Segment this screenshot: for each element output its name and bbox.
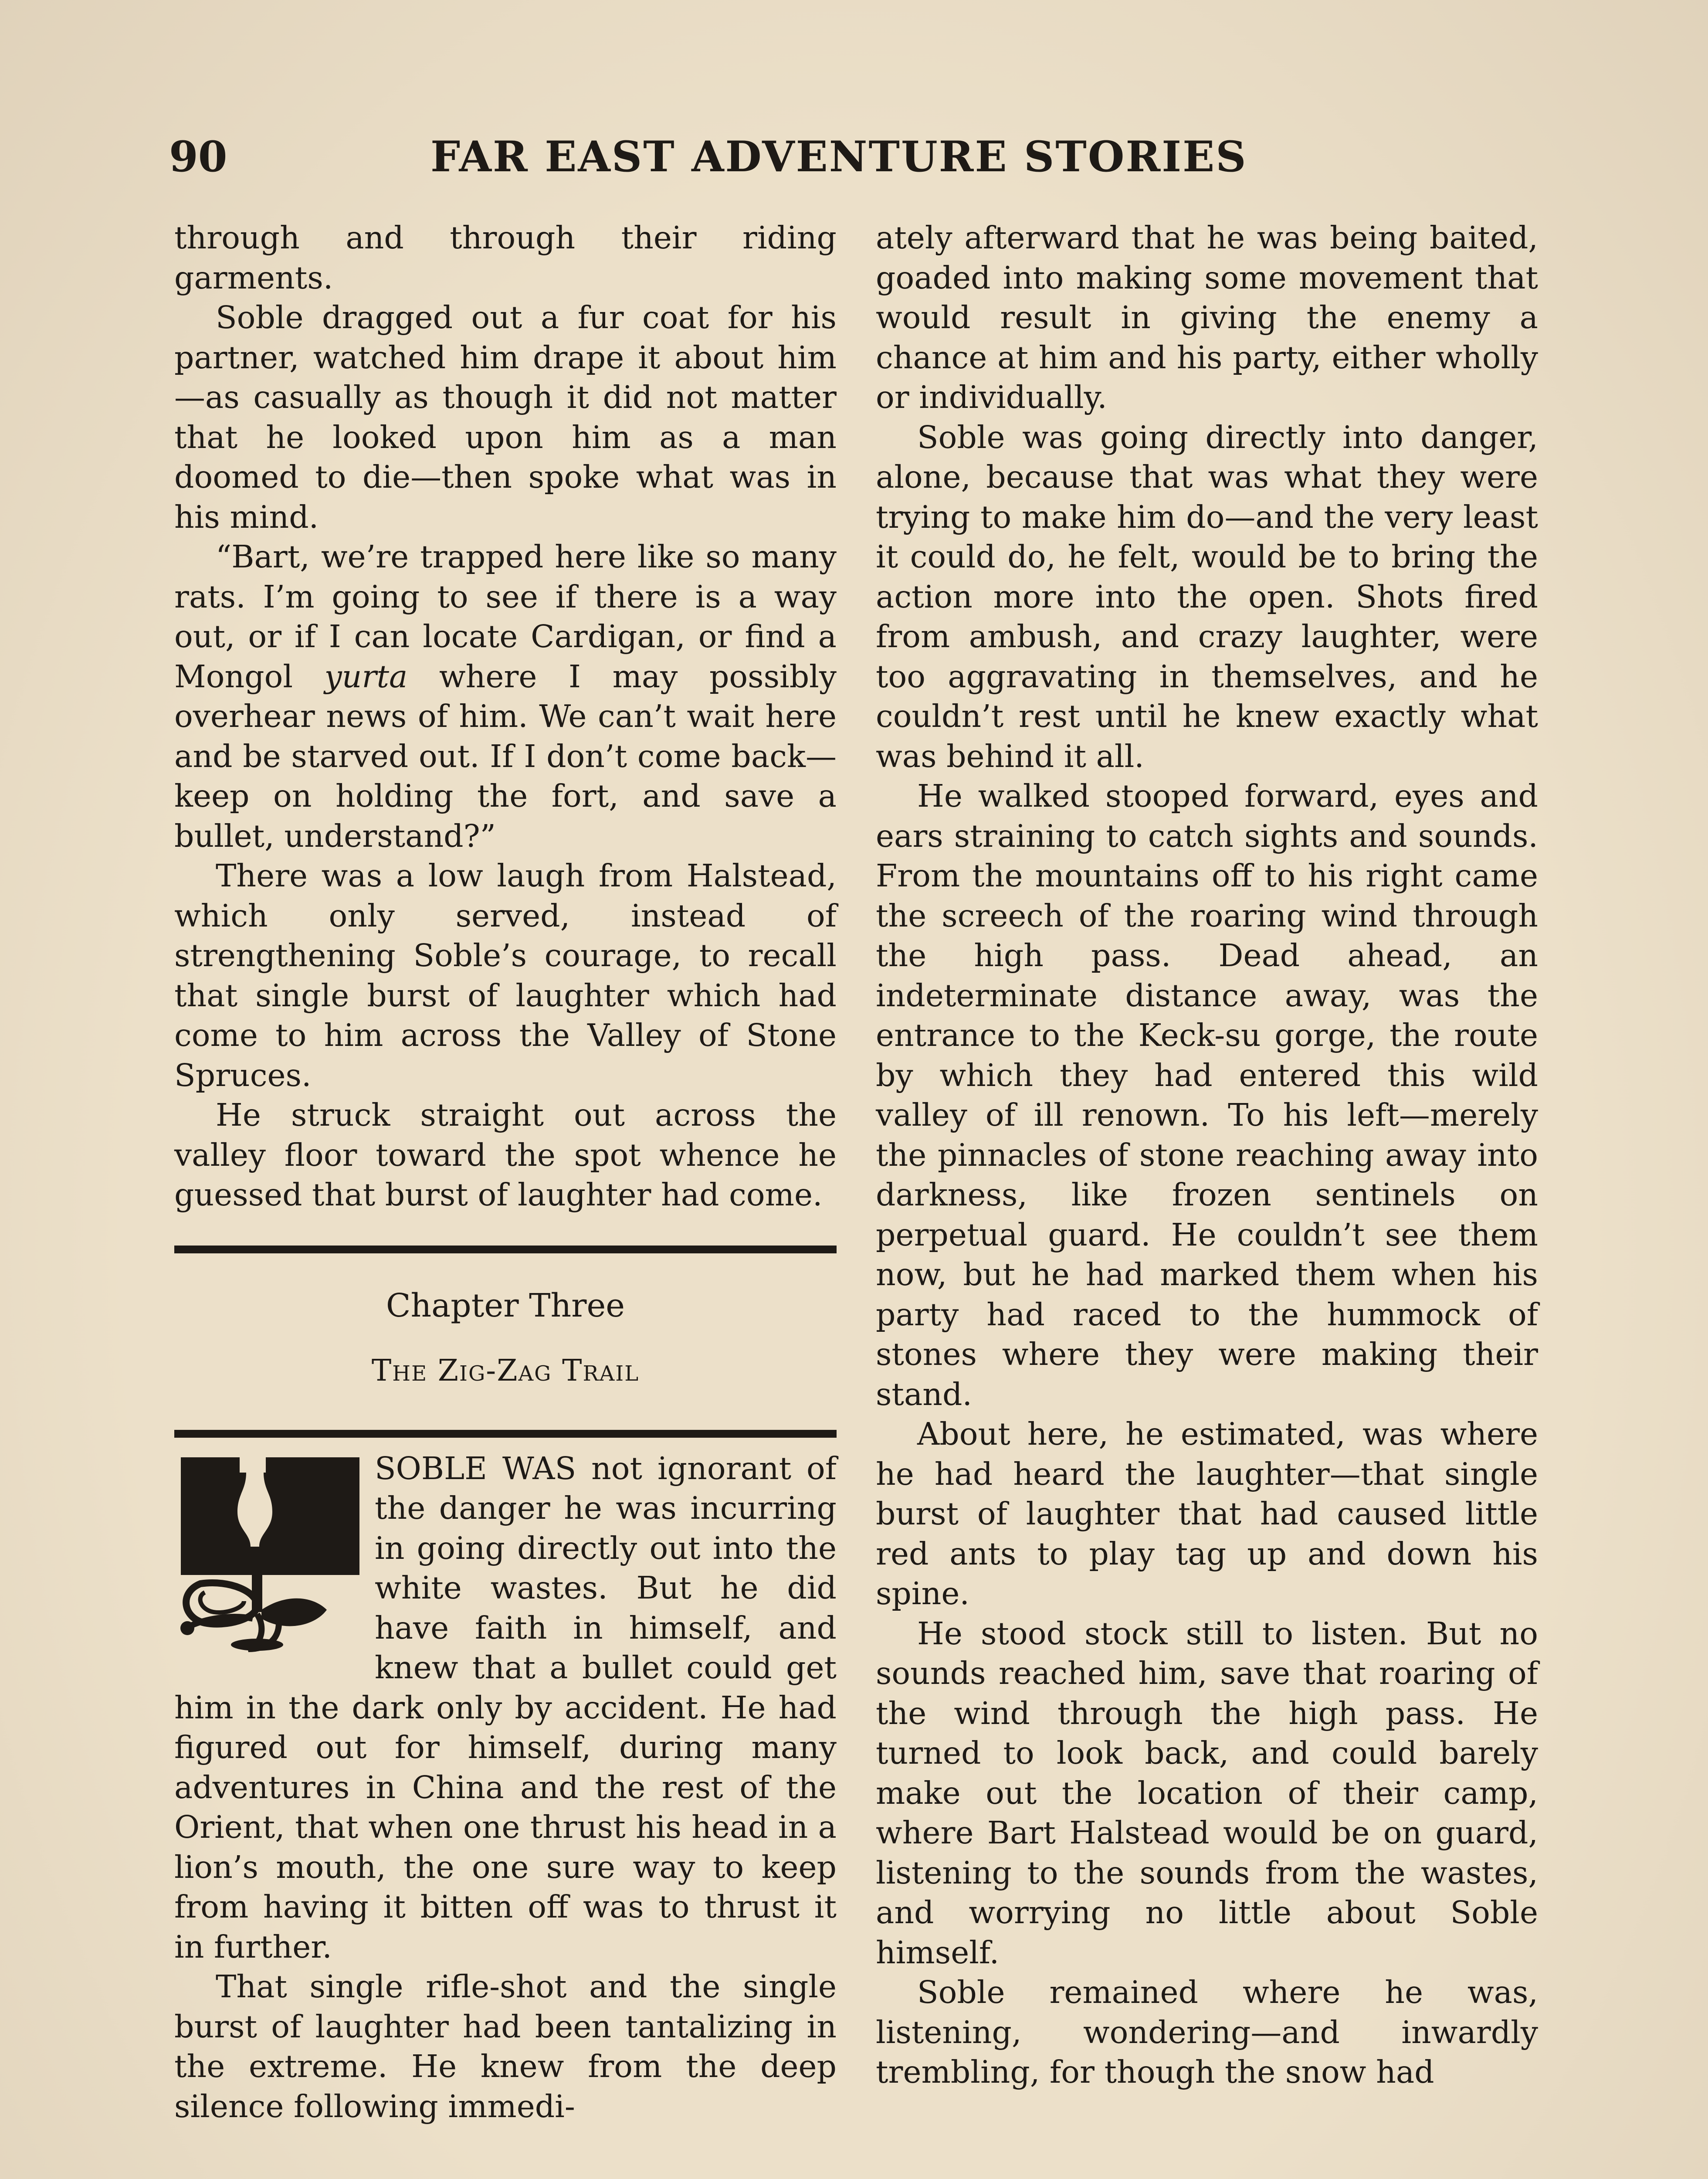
paragraph: He struck straight out across the valley floor toward the spot whence he guessed that burst of laughter had come. [174,1097,837,1213]
chapter-number: Chapter Three [386,1286,625,1324]
paragraph: Soble dragged out a fur coat for his partner, watched him drape it about him—as casually as though it did not matter that he looked upon him as a man doomed to die—then spoke what was in his mind. [174,299,837,535]
paragraph-text: “Bart, we’re trapped here like so many rats. I’m going to see if there is a way out, or if I can locate Cardigan, or find a Mongol [174,539,837,695]
hookah-icon [174,1453,366,1653]
paragraph: About here, he estimated, was where he had heard the laughter—that single burst of laughter that had caused little red ants to play tag up and down his spine. [876,1416,1538,1612]
paragraph-text: where I may possibly overhear news of him. We can’t wait here and be starved out. If I don’t come back—keep on holding the fort, and save a bullet, understand?” [174,658,837,854]
paragraph: through and through their riding garments. [174,220,837,296]
running-head: FAR EAST ADVENTURE STORIES [430,132,1247,181]
paragraph: There was a low laugh from Halstead, which only served, instead of strengthening Soble’s courage, to recall that single burst of laughter which had come to him across the Valley of Stone Spruces. [174,858,837,1093]
chapter-divider-top [174,1246,837,1253]
italic-word: yurta [324,658,408,695]
page-number: 90 [169,132,227,181]
chapter-heading [174,1286,837,1391]
hookah-illustration [174,1453,366,1653]
chapter-title: The Zig-Zag Trail [371,1353,640,1388]
chapter-divider-bottom [174,1430,837,1438]
left-column [174,218,837,2126]
paragraph: Soble was going directly into danger, alone, because that was what they were trying to make him do—and the very least it could do, he felt, would be to bring the action more into the open. Shots fired from ambush, and crazy laughter, were too aggravating in themselves, and he couldn’t rest until he knew exactly what was behind it all. [876,419,1538,774]
page-header [169,129,1267,185]
right-column [876,218,1538,2092]
paragraph: SOBLE WAS not ignorant of the danger he was incurring in going directly out into the white wastes. But he did have faith in himself, and knew that a bullet could get him in the dark only by accident. He had figured out for himself, during many adventures in China and the rest of the Orient, that when one thrust his head in a lion’s mouth, the one sure way to keep from having it bitten off was to thrust it in further. [174,1450,837,1965]
paragraph: ately afterward that he was being baited, goaded into making some movement that would result in giving the enemy a chance at him and his party, either wholly or individually. [876,220,1538,415]
paragraph: He walked stooped forward, eyes and ears straining to catch sights and sounds. From the mountains off to his right came the screech of the roaring wind through the high pass. Dead ahead, an indeterminate distance away, was the entrance to the Keck-su gorge, the route by which they had entered this wild valley of ill renown. To his left—merely the pinnacles of stone reaching away into darkness, like frozen sentinels on perpetual guard. He couldn’t see them now, but he had marked them when his party had raced to the hummock of stones where they were making their stand. [876,778,1538,1412]
paragraph: Soble remained where he was, listening, wondering—and inwardly trembling, for though the snow had [876,1974,1538,2090]
paragraph: That single rifle-shot and the single burst of laughter had been tantalizing in the extreme. He knew from the deep silence following immedi- [174,1969,837,2125]
paragraph: He stood stock still to listen. But no sounds reached him, save that roaring of the wind through the high pass. He turned to look back, and could barely make out the location of their camp, where Bart Halstead would be on guard, listening to the sounds from the wastes, and worrying no little about Soble himself. [876,1615,1538,1971]
paragraph [174,537,837,856]
